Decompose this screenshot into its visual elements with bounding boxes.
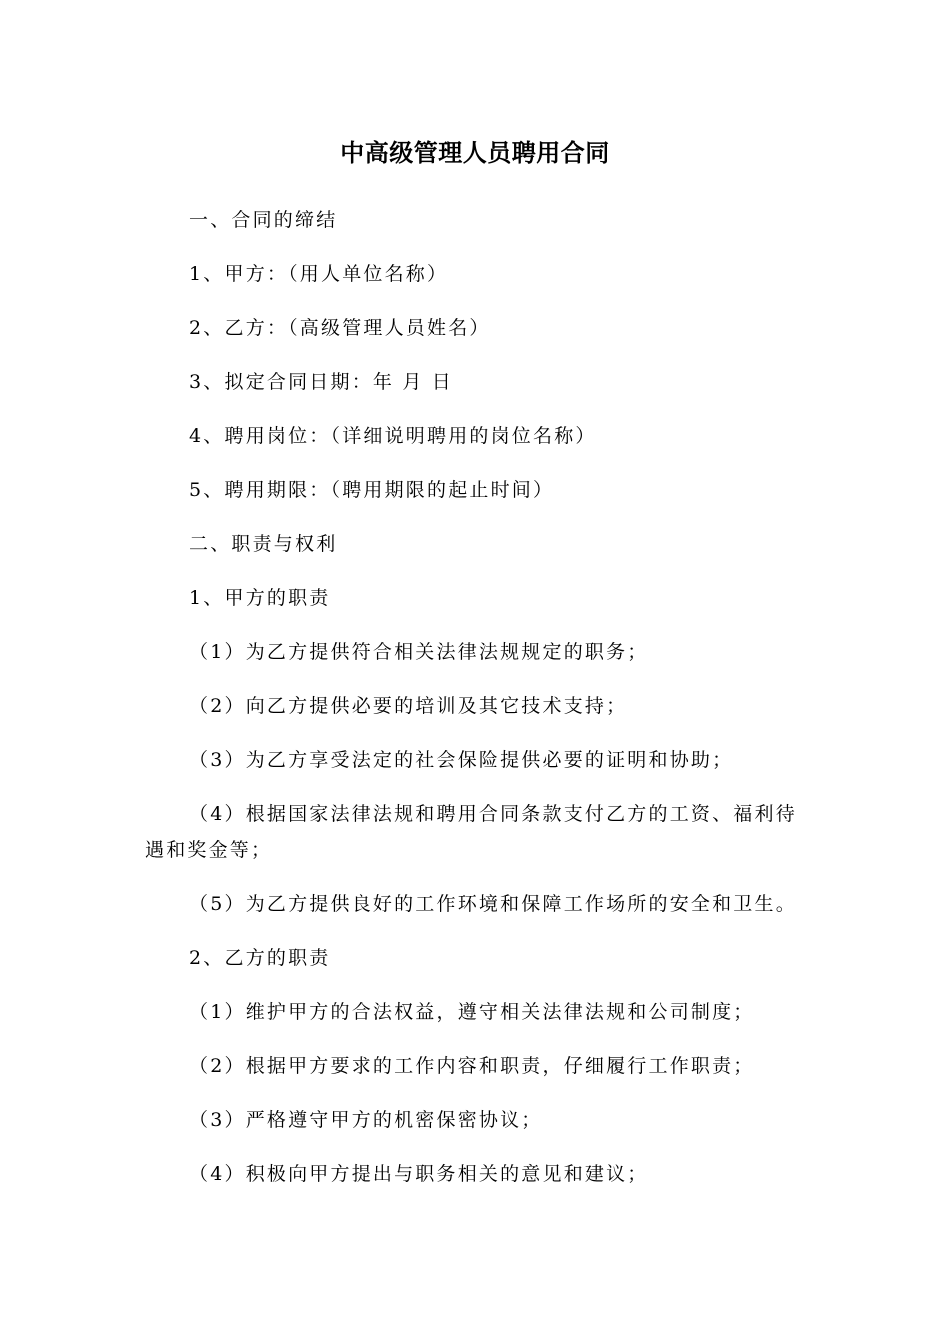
contract-date-line: 3、拟定合同日期：年 月 日 bbox=[189, 371, 453, 393]
party-a-duty-item: （1）为乙方提供符合相关法律法规规定的职务； bbox=[189, 641, 649, 663]
party-b-duty-item: （2）根据甲方要求的工作内容和职责，仔细履行工作职责； bbox=[189, 1055, 755, 1077]
party-b-duty-item: （3）严格遵守甲方的机密保密协议； bbox=[189, 1109, 543, 1131]
party-b-line: 2、乙方：（高级管理人员姓名） bbox=[189, 317, 491, 339]
section-heading-contract-formation: 一、合同的缔结 bbox=[189, 209, 338, 231]
position-line: 4、聘用岗位：（详细说明聘用的岗位名称） bbox=[189, 425, 597, 447]
document-title: 中高级管理人员聘用合同 bbox=[340, 139, 610, 167]
party-a-duty-item: （3）为乙方享受法定的社会保险提供必要的证明和协助； bbox=[189, 749, 734, 771]
party-a-duty-item: （4）根据国家法律法规和聘用合同条款支付乙方的工资、福利待遇和奖金等； bbox=[145, 803, 797, 861]
party-b-duty-item: （4）积极向甲方提出与职务相关的意见和建议； bbox=[189, 1163, 649, 1185]
party-b-duties-heading: 2、乙方的职责 bbox=[189, 947, 331, 969]
party-a-duties-heading: 1、甲方的职责 bbox=[189, 587, 331, 609]
party-a-duty-item: （5）为乙方提供良好的工作环境和保障工作场所的安全和卫生。 bbox=[189, 893, 797, 915]
document-body bbox=[145, 202, 815, 1210]
party-b-duty-item: （1）维护甲方的合法权益，遵守相关法律法规和公司制度； bbox=[189, 1001, 755, 1023]
section-heading-duties-rights: 二、职责与权利 bbox=[189, 533, 338, 555]
party-a-duty-item: （2）向乙方提供必要的培训及其它技术支持； bbox=[189, 695, 628, 717]
term-line: 5、聘用期限：（聘用期限的起止时间） bbox=[189, 479, 555, 501]
party-a-line: 1、甲方：（用人单位名称） bbox=[189, 263, 449, 285]
